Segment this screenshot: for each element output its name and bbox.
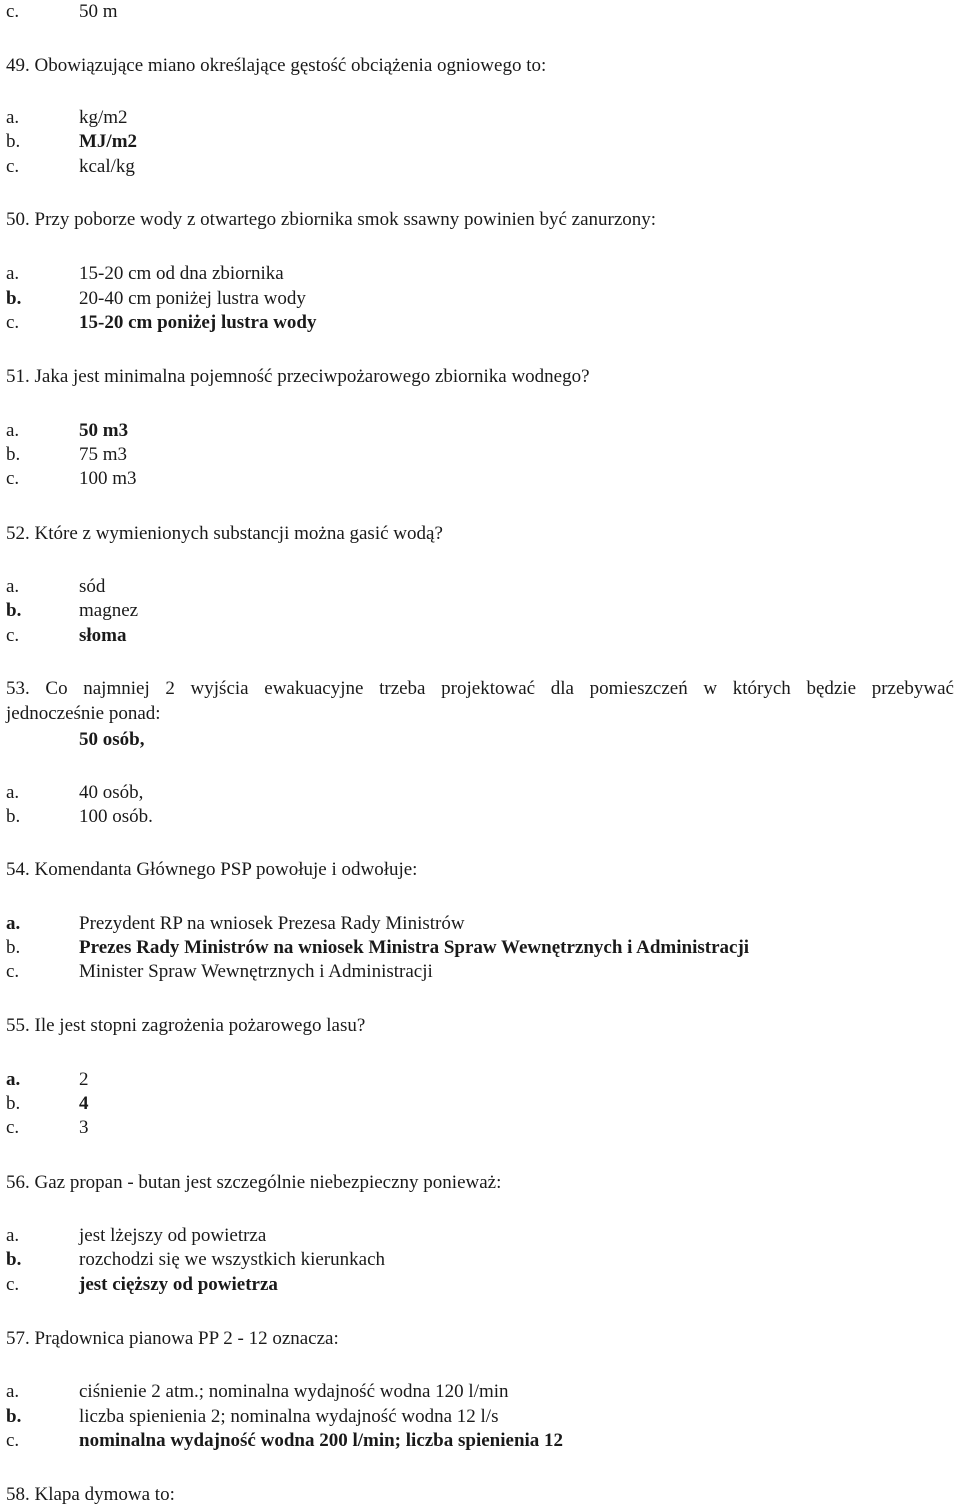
question-53-continued: jednocześnie ponad: [6,703,161,724]
option-letter: c. [6,1430,20,1451]
option-letter: b. [6,806,21,827]
question-51: 51. Jaka jest minimalna pojemność przeciwpożarowego zbiornika wodnego? [6,366,590,387]
option-text: 2 [79,1069,89,1090]
option-b [6,443,954,467]
option-text: ciśnienie 2 atm.; nominalna wydajność wodna 120 l/min [79,1381,509,1402]
option-a [6,781,954,805]
option-letter: c. [6,625,20,646]
option-letter: c. [6,961,20,982]
option-text: Prezes Rady Ministrów na wniosek Ministra Spraw Wewnętrznych i Administracji [79,937,750,958]
option-letter: b. [6,1249,22,1270]
option-text: 50 m [79,1,118,22]
option-letter: a. [6,420,20,441]
option-text: jest lżejszy od powietrza [79,1225,267,1246]
option-letter: a. [6,913,21,934]
option-letter: b. [6,131,21,152]
option-text: 100 osób. [79,806,153,827]
option-letter: c. [6,156,20,177]
option-b [6,1092,954,1116]
option-text: 20-40 cm poniżej lustra wody [79,288,306,309]
question-57: 57. Prądownica pianowa PP 2 - 12 oznacza: [6,1328,339,1349]
option-c [6,624,954,648]
question-50: 50. Przy poborze wody z otwartego zbiornika smok ssawny powinien być zanurzony: [6,209,657,230]
option-a [6,1380,954,1404]
option-text: kcal/kg [79,156,135,177]
option-text: rozchodzi się we wszystkich kierunkach [79,1249,386,1270]
option-c [6,1429,954,1453]
option-b [6,287,954,311]
option-letter: b. [6,1406,22,1427]
option-b [6,1405,954,1429]
option-a [6,106,954,130]
option-text: 50 m3 [79,420,129,441]
question-53: 53. Co najmniej 2 wyjścia ewakuacyjne trzeba projektować dla pomieszczeń w których będzie przebywać [6,678,954,699]
question-54: 54. Komendanta Głównego PSP powołuje i odwołuje: [6,859,418,880]
option-c [6,155,954,179]
option-letter: a. [6,782,20,803]
option-text: 4 [79,1093,89,1114]
option-text: 75 m3 [79,444,128,465]
option-text: Prezydent RP na wniosek Prezesa Rady Ministrów [79,913,465,934]
option-letter: b. [6,288,22,309]
option-a [6,1224,954,1248]
option-text: 15-20 cm od dna zbiornika [79,263,284,284]
option-text: Minister Spraw Wewnętrznych i Administracji [79,961,433,982]
option-text: kg/m2 [79,107,128,128]
option-letter: c. [6,1117,20,1138]
option-a [6,575,954,599]
question-49: 49. Obowiązujące miano określające gęstość obciążenia ogniowego to: [6,55,547,76]
option-a [6,262,954,286]
option-a [6,419,954,443]
option-text: 15-20 cm poniżej lustra wody [79,312,317,333]
option-b [6,805,954,829]
option-letter: a. [6,1381,20,1402]
question-55: 55. Ile jest stopni zagrożenia pożarowego lasu? [6,1015,366,1036]
question-52: 52. Które z wymienionych substancji można gasić wodą? [6,523,443,544]
option-text: 40 osób, [79,782,144,803]
question-56: 56. Gaz propan - butan jest szczególnie niebezpieczny ponieważ: [6,1172,502,1193]
option-text: MJ/m2 [79,131,138,152]
option-text: 100 m3 [79,468,137,489]
option-text: magnez [79,600,139,621]
option-c [6,1116,954,1140]
option-text: 3 [79,1117,89,1138]
option-letter: b. [6,600,22,621]
option-text: liczba spienienia 2; nominalna wydajność wodna 12 l/s [79,1406,499,1427]
answer-first: 50 osób, [79,729,145,750]
option-text: nominalna wydajność wodna 200 l/min; liczba spienienia 12 [79,1430,564,1451]
question-58: 58. Klapa dymowa to: [6,1484,175,1505]
option-letter: c. [6,468,20,489]
option-letter: a. [6,107,20,128]
option-letter: a. [6,263,20,284]
option-a [6,912,954,936]
option-c [6,0,954,24]
option-letter: c. [6,312,20,333]
option-text: sód [79,576,106,597]
option-text: słoma [79,625,127,646]
option-b [6,130,954,154]
option-b [6,599,954,623]
option-letter: b. [6,444,21,465]
option-text: jest cięższy od powietrza [79,1274,278,1295]
option-c [6,960,954,984]
option-letter: b. [6,1093,21,1114]
option-letter: a. [6,576,20,597]
option-a [6,1068,954,1092]
option-letter: a. [6,1069,21,1090]
option-c [6,467,954,491]
option-letter: c. [6,1274,20,1295]
option-c [6,311,954,335]
option-c [6,1273,954,1297]
option-letter: a. [6,1225,20,1246]
option-b [6,936,954,960]
option-b [6,1248,954,1272]
option-letter: c. [6,1,20,22]
option-letter: b. [6,937,21,958]
